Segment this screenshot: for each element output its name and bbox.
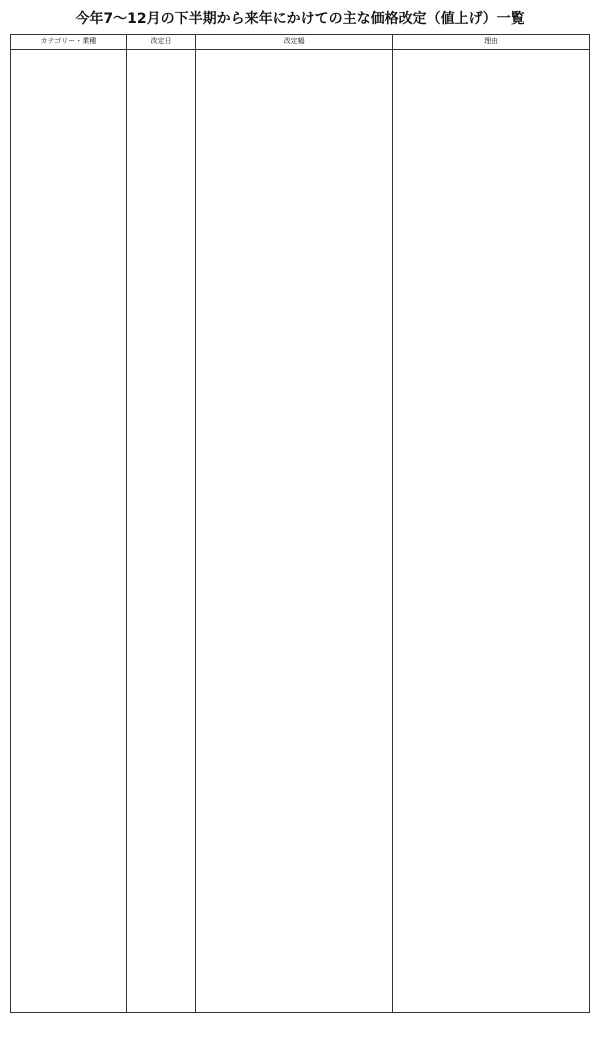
column-header: カテゴリー・業種 <box>11 35 127 50</box>
table-cell <box>126 50 195 1013</box>
column-header: 理由 <box>393 35 590 50</box>
document-title: 今年7〜12月の下半期から来年にかけての主な価格改定（値上げ）一覧 <box>75 11 525 27</box>
header-row <box>11 35 590 50</box>
column-header: 改定幅 <box>196 35 393 50</box>
table-body-row <box>11 50 590 1013</box>
table-cell <box>196 50 393 1013</box>
column-header: 改定日 <box>126 35 195 50</box>
price-revision-table <box>10 34 590 1013</box>
table-cell <box>11 50 127 1013</box>
table-cell <box>393 50 590 1013</box>
